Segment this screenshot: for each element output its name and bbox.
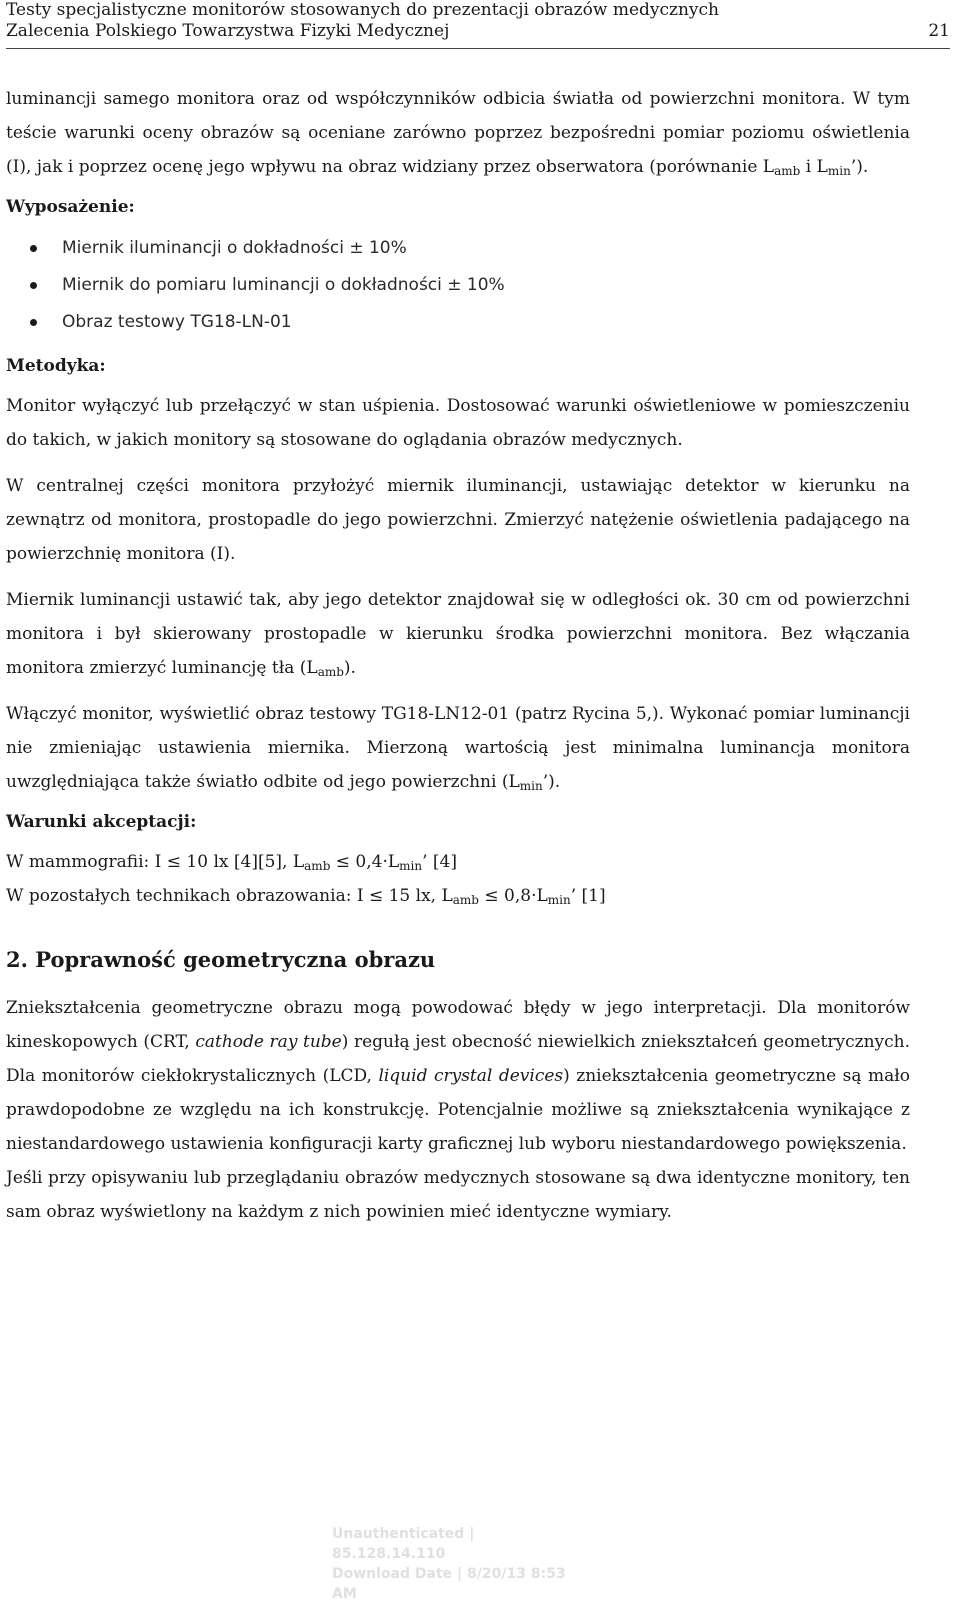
- download-watermark: Unauthenticated | 85.128.14.110 Download Date | 8/20/13 8:53 AM: [332, 1526, 566, 1602]
- section-paragraph-2: Jeśli przy opisywaniu lub przeglądaniu obrazów medycznych stosowane są dwa identyczne monitory, ten sam obraz wyświetlony na każdym z nich powinien mieć identyczne wymiary.: [6, 1168, 910, 1222]
- equipment-label: Wyposażenie:: [6, 197, 135, 217]
- method-label: Metodyka:: [6, 356, 106, 376]
- method-paragraph-4: Włączyć monitor, wyświetlić obraz testowy TG18-LN12-01 (patrz Rycina 5,). Wykonać pomiar luminancji nie zmieniając ustawienia miernika. Mierzoną wartością jest minimalna luminancja monitora uwzględniająca także światło odbite od jego powierzchni $(L_{min}’)$.: [6, 704, 910, 793]
- list-item: Obraz testowy TG18-LN-01: [6, 304, 910, 341]
- acceptance-other: W pozostałych technikach obrazowania: I ≤ 15 lx, $L_{amb} \le 0,8\cdot L_{min}$’ [1]: [6, 886, 606, 907]
- section-heading: 2. Poprawność geometryczna obrazu: [6, 947, 436, 972]
- header-divider: [6, 48, 950, 49]
- section-paragraph-1: Zniekształcenia geometryczne obrazu mogą powodować błędy w jego interpretacji. Dla monitorów kineskopowych (CRT, cathode ray tube) regułą jest obecność niewielkich zniekształceń geometrycznych. Dla monitorów ciekłokrystalicznych (LCD, liquid crystal devices) zniekształcenia geometryczne są mało prawdopodobne ze względu na ich konstrukcję. Potencjalnie możliwe są zniekształcenia wynikające z niestandardowego ustawienia konfiguracji karty graficznej lub wyboru niestandardowego powiększenia.: [6, 998, 911, 1154]
- method-paragraph-1: Monitor wyłączyć lub przełączyć w stan uśpienia. Dostosować warunki oświetleniowe w pomieszczeniu do takich, w jakich monitory są stosowane do oglądania obrazów medycznych.: [6, 396, 910, 450]
- equipment-list: [6, 230, 910, 341]
- page-number: 21: [928, 21, 950, 41]
- list-item: Miernik do pomiaru luminancji o dokładności ± 10%: [6, 267, 910, 304]
- page-content: [6, 82, 910, 1241]
- method-paragraph-3: Miernik luminancji ustawić tak, aby jego detektor znajdował się w odległości ok. 30 cm od powierzchni monitora i był skierowany prostopadle w kierunku środka powierzchni monitora. Bez włączania monitora zmierzyć luminancję tła $(L_{amb})$.: [6, 590, 910, 679]
- intro-paragraph: luminancji samego monitora oraz od współczynników odbicia światła od powierzchni monitora. W tym teście warunki oceny obrazów są oceniane zarówno poprzez bezpośredni pomiar poziomu oświetlenia (I), jak i poprzez ocenę jego wpływu na obraz widziany przez obserwatora (porównanie $L_{amb}$ i $L_{min}$’).: [6, 89, 910, 178]
- header-title: Testy specjalistyczne monitorów stosowanych do prezentacji obrazów medycznych: [6, 0, 719, 20]
- acceptance-label: Warunki akceptacji:: [6, 812, 197, 832]
- method-paragraph-2: W centralnej części monitora przyłożyć miernik iluminancji, ustawiając detektor w kierunku na zewnątrz od monitora, prostopadle do jego powierzchni. Zmierzyć natężenie oświetlenia padającego na powierzchnię monitora (I).: [6, 476, 910, 564]
- acceptance-mammography: W mammografii: I ≤ 10 lx [4][5], $L_{amb} \le 0,4\cdot L_{min}$’ [4]: [6, 852, 457, 873]
- page-header: [6, 0, 950, 42]
- header-subtitle: Zalecenia Polskiego Towarzystwa Fizyki Medycznej: [6, 21, 450, 41]
- list-item: Miernik iluminancji o dokładności ± 10%: [6, 230, 910, 267]
